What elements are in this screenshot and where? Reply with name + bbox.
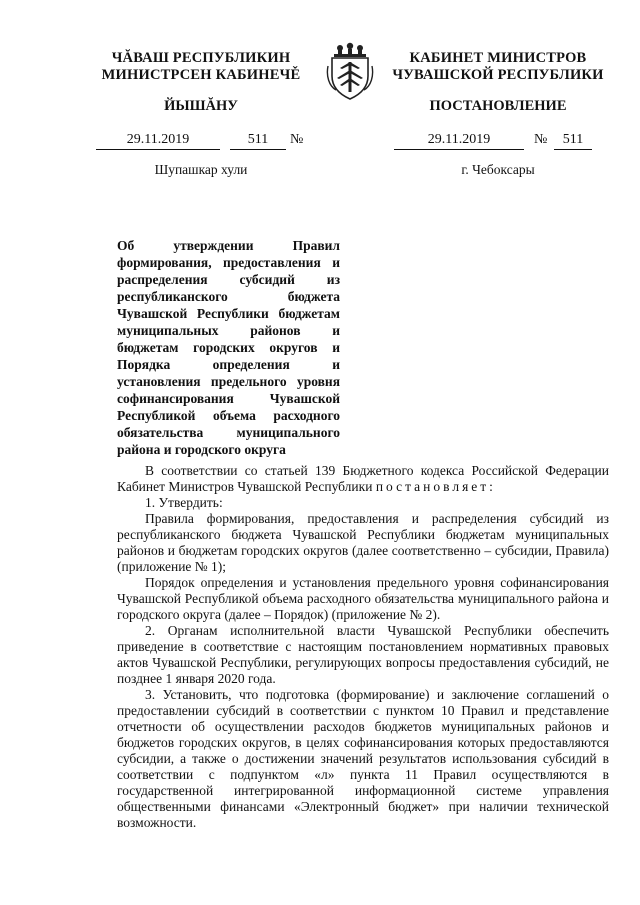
header-right-date: 29.11.2019	[394, 131, 524, 150]
header-left-date: 29.11.2019	[96, 131, 220, 150]
document-subject: Об утверждении Правил формирования, предоставления и распределения субсидий из республиканского бюджета Чувашской Республики бюджетам муниципальных районов и бюджетам городских округов и Порядка определения и установления предельного уровня софинансирования Чувашской Республикой объема расходного обязательства муниципального района и городского округа	[117, 238, 340, 457]
header-right-date-line	[394, 131, 594, 149]
header-right-city: г. Чебоксары	[461, 162, 535, 177]
body-paragraph-4: Порядок определения и установления предельного уровня софинансирования Чувашской Республикой объема расходного обязательства муниципального района и городского округа (далее – Порядок) (приложение № 2).	[117, 575, 609, 622]
header-right-cabinet	[388, 50, 608, 84]
body-paragraph-1-text: В соответствии со статьей 139 Бюджетного кодекса Российской Федерации Кабинет Министров Чувашской Республики	[117, 463, 609, 494]
coat-of-arms-icon	[326, 42, 374, 102]
header-right-doc-type: ПОСТАНОВЛЕНИЕ	[429, 98, 567, 114]
header-right-line1: КАБИНЕТ МИНИСТРОВ	[409, 50, 587, 66]
body-paragraph-1-spaced: постановляет:	[375, 479, 496, 494]
header-left-number: 511	[230, 131, 286, 150]
body-paragraph-5: 2. Органам исполнительной власти Чувашской Республики обеспечить приведение в соответствие с настоящим постановлением нормативных правовых актов Чувашской Республики, регулирующих вопросы предоставления субсидий, не позднее 1 января 2020 года.	[117, 623, 609, 686]
header-left-line1: ЧĂВАШ РЕСПУБЛИКИН	[111, 50, 291, 66]
body-paragraph-3: Правила формирования, предоставления и распределения субсидий из республиканского бюджета Чувашской Республики бюджетам муниципальных районов и бюджетам городских округов (далее соответственно – субсидии, Правила) (приложение № 1);	[117, 511, 609, 574]
header-left-doc-type: ЙЫШĂНУ	[164, 98, 238, 114]
document-body	[117, 463, 609, 831]
header-left-number-sign: №	[290, 132, 304, 147]
header-left-city: Шупашкар хули	[154, 162, 248, 177]
header-right-line2: ЧУВАШСКОЙ РЕСПУБЛИКИ	[392, 67, 604, 83]
header-right-number: 511	[554, 131, 592, 150]
body-paragraph-2: 1. Утвердить:	[145, 495, 223, 510]
header-left-line2: МИНИСТРСЕН КАБИНЕЧĚ	[101, 67, 301, 83]
body-paragraph-1	[117, 463, 609, 495]
header-left-date-line	[96, 131, 311, 149]
body-paragraph-6: 3. Установить, что подготовка (формирование) и заключение соглашений о предоставлении субсидий в соответствии с пунктом 10 Правил и представление отчетности об осуществлении расходов бюджетов муниципальных районов и бюджетов городских округов, в целях софинансирования которых предоставляются субсидии, а также о достижении значений результатов использования субсидий в соответствии с подпунктом «л» пункта 11 Правил осуществляются в государственной интегрированной информационной системе управления общественными финансами «Электронный бюджет» при наличии технической возможности.	[117, 687, 609, 830]
header-left-ministry	[96, 50, 306, 84]
header-right-number-sign: №	[534, 132, 548, 147]
